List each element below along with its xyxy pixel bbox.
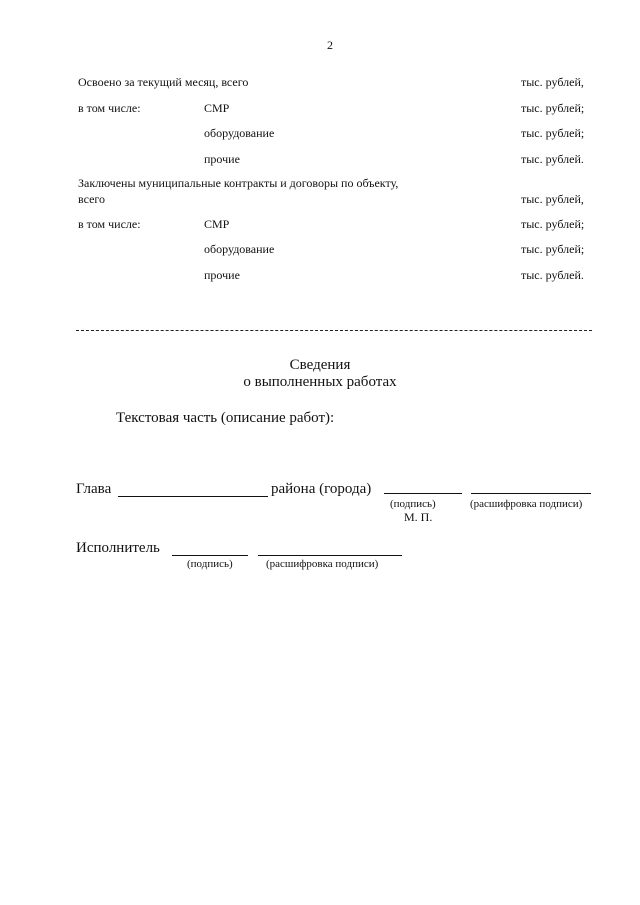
contracts-item-unit: тыс. рублей; xyxy=(521,242,585,256)
mastered-item-name: СМР xyxy=(204,101,230,115)
mastered-label: Освоено за текущий месяц, всего xyxy=(78,75,249,89)
head-signature-caption: (подпись) xyxy=(390,498,436,510)
contracts-item-name: СМР xyxy=(204,217,230,231)
contracts-total-unit: тыс. рублей, xyxy=(521,192,584,206)
executor-signature-caption: (подпись) xyxy=(187,558,233,570)
head-signature-line xyxy=(384,493,462,494)
executor-decode-caption: (расшифровка подписи) xyxy=(266,558,379,570)
mastered-including: в том числе: xyxy=(78,101,141,115)
contracts-including: в том числе: xyxy=(78,217,141,231)
head-decode-caption: (расшифровка подписи) xyxy=(470,498,583,510)
head-name-line xyxy=(118,496,268,497)
head-region: района (города) xyxy=(271,481,372,497)
contracts-item-unit: тыс. рублей; xyxy=(521,217,585,231)
head-label: Глава xyxy=(76,481,112,497)
executor-decode-line xyxy=(258,555,402,556)
section-divider xyxy=(76,330,592,331)
executor-signature-line xyxy=(172,555,248,556)
info-title-line1: Сведения xyxy=(289,357,351,373)
mastered-total-unit: тыс. рублей, xyxy=(521,75,584,89)
stamp-label: М. П. xyxy=(404,510,433,524)
contracts-label-line1: Заключены муниципальные контракты и договоры по объекту, xyxy=(78,176,399,190)
executor-label: Исполнитель xyxy=(76,540,160,556)
mastered-item-unit: тыс. рублей; xyxy=(521,101,585,115)
contracts-item-unit: тыс. рублей. xyxy=(521,268,584,282)
mastered-item-unit: тыс. рублей. xyxy=(521,152,584,166)
contracts-item-name: прочие xyxy=(204,268,240,282)
contracts-label-line2: всего xyxy=(78,192,106,206)
page-number: 2 xyxy=(327,38,333,52)
mastered-item-unit: тыс. рублей; xyxy=(521,126,585,140)
text-part-label: Текстовая часть (описание работ): xyxy=(116,410,335,426)
mastered-item-name: прочие xyxy=(204,152,240,166)
contracts-item-name: оборудование xyxy=(204,242,275,256)
mastered-item-name: оборудование xyxy=(204,126,275,140)
info-title-line2: о выполненных работах xyxy=(243,374,397,390)
head-decode-line xyxy=(471,493,591,494)
